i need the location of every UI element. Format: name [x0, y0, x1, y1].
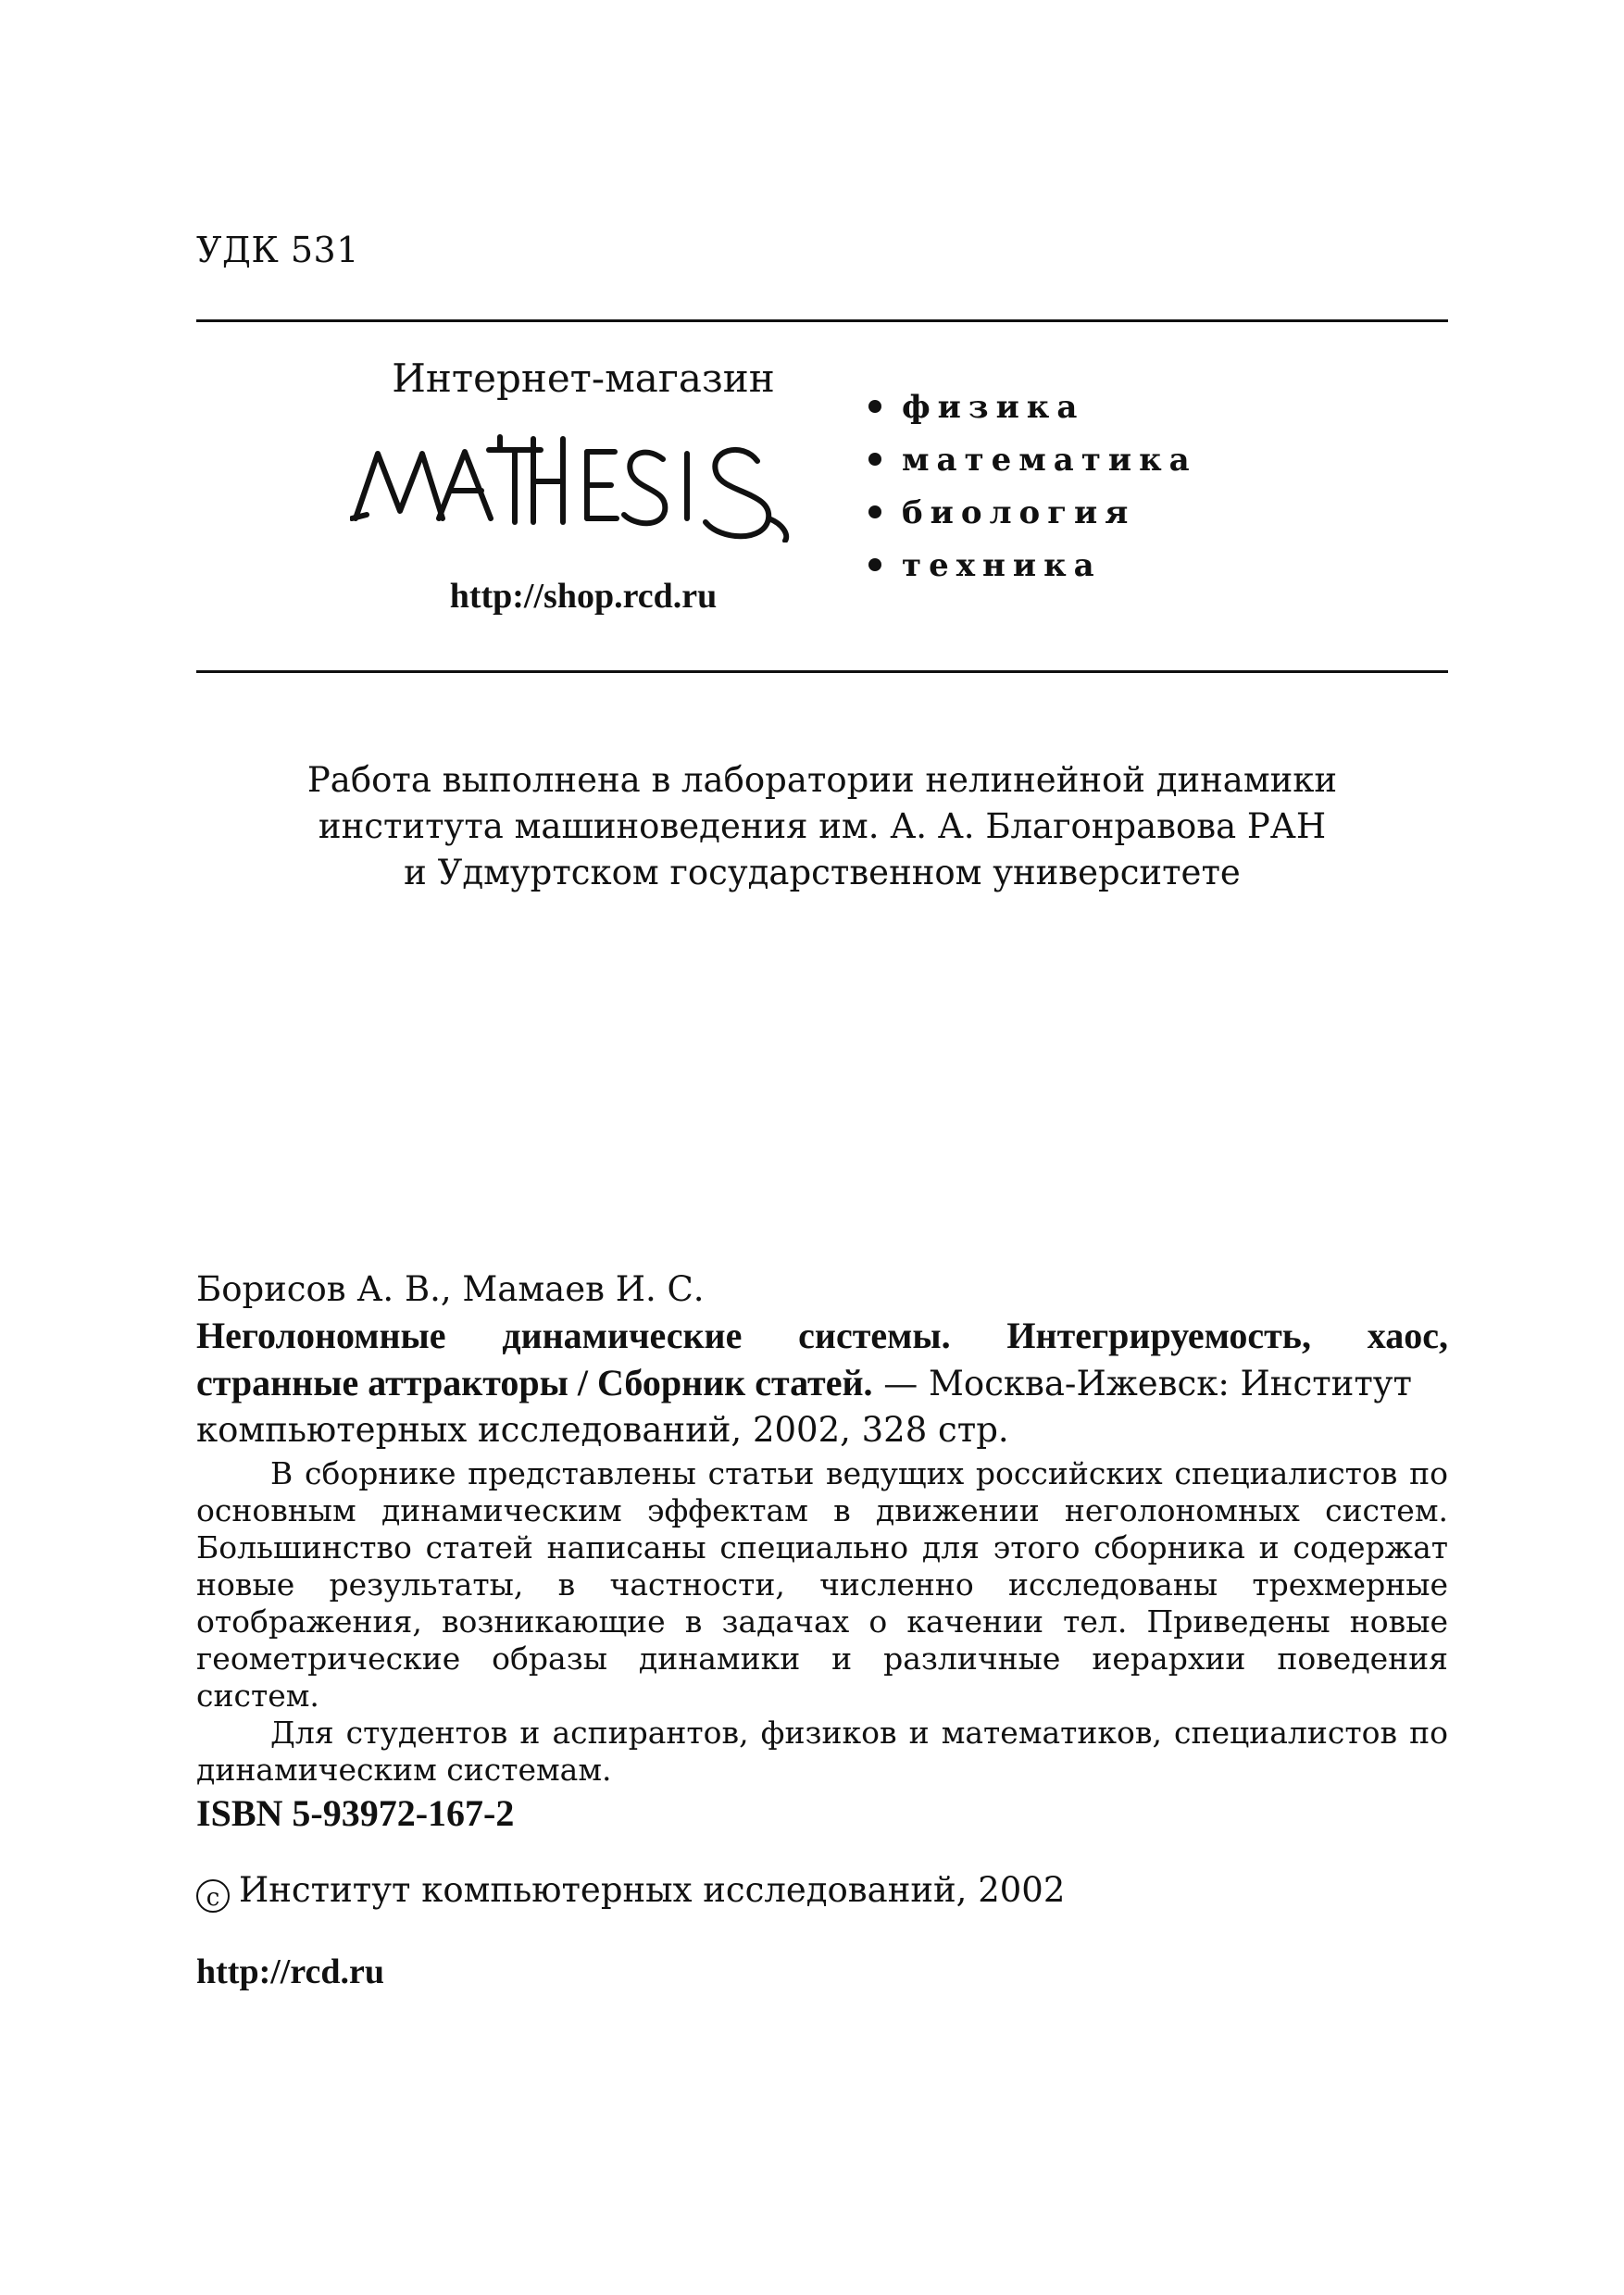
- book-title-line1: Неголономные динамические системы. Интегрируемость, хаос,: [196, 1315, 1448, 1356]
- bullet-icon: [868, 558, 881, 571]
- copyright-icon: c: [196, 1879, 230, 1913]
- lab-statement: [196, 757, 1448, 896]
- lab-line: и Удмуртском государственном университете: [404, 853, 1241, 892]
- lab-line: института машиноведения им. А. А. Благонравова РАН: [318, 806, 1327, 846]
- topic-item: математика: [868, 442, 1197, 494]
- audience-paragraph: Для студентов и аспирантов, физиков и математиков, специалистов по динамическим системам.: [196, 1715, 1448, 1788]
- topics-list: [868, 389, 1197, 600]
- bottom-rule: [196, 670, 1448, 673]
- top-rule: [196, 319, 1448, 322]
- udk-code: УДК 531: [196, 230, 359, 270]
- mathesis-logo: [350, 433, 793, 543]
- topic-item: биология: [868, 494, 1197, 547]
- shop-url-link[interactable]: http://shop.rcd.ru: [449, 577, 718, 616]
- isbn: ISBN 5-93972-167-2: [196, 1792, 515, 1834]
- publisher-line2: компьютерных исследований, 2002, 328 стр.: [196, 1410, 1009, 1450]
- copyright-text: Институт компьютерных исследований, 2002: [239, 1870, 1066, 1910]
- site-url-link[interactable]: http://rcd.ru: [196, 1952, 385, 1991]
- lab-line: Работа выполнена в лаборатории нелинейной динамики: [306, 760, 1338, 800]
- book-title-line2: странные аттракторы / Сборник статей. — Москва-Ижевск: Институт: [196, 1362, 1413, 1403]
- bullet-icon: [868, 505, 881, 518]
- shop-title: Интернет-магазин: [392, 355, 775, 401]
- abstract-paragraph: В сборнике представлены статьи ведущих российских специалистов по основным динамическим эффектам в движении неголономных систем. Большинство статей написаны специально для этого сборника и содержат новые результаты, в частности, численно исследованы трехмерные отображения, возникающие в задачах о качении тел. Приведены новые геометрические образы динамики и различные иерархии поведения систем.: [196, 1455, 1448, 1714]
- bibliographic-record: [196, 1266, 1448, 1453]
- authors: Борисов А. В., Мамаев И. С.: [196, 1269, 705, 1309]
- publisher: — Москва-Ижевск: Институт: [872, 1364, 1413, 1403]
- topic-item: физика: [868, 389, 1197, 442]
- topic-item: техника: [868, 547, 1197, 600]
- abstract: [196, 1455, 1448, 1789]
- copyright: [196, 1870, 1065, 1913]
- bullet-icon: [868, 453, 881, 466]
- bullet-icon: [868, 400, 881, 413]
